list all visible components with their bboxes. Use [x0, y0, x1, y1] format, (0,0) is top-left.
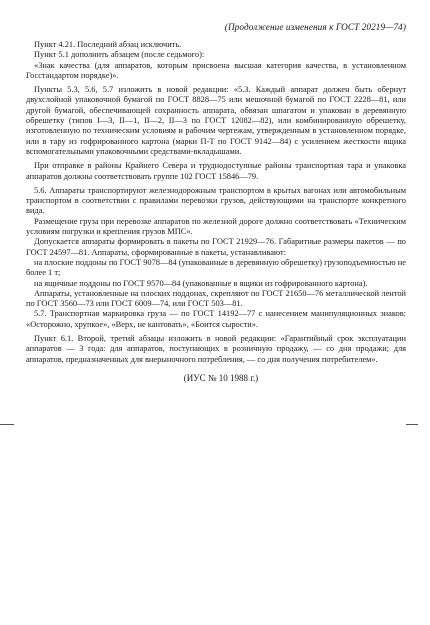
paragraph: При отправке в районы Крайнего Севера и труднодоступные районы транспортная тара и упаковка аппаратов должны соответствовать группе 102 ГОСТ 15846—79.	[26, 161, 406, 181]
paragraph: на ящичные поддоны по ГОСТ 9570—84 (упакованные в ящики из гофрированного картона).	[34, 278, 368, 288]
paragraph: Пункт 4.21. Последний абзац исключить.	[34, 40, 182, 49]
source-stamp: (ИУС № 10 1988 г.)	[183, 372, 259, 383]
running-header: (Продолжение изменения к ГОСТ 20219—74)	[224, 22, 406, 32]
paragraph: 5.7. Транспортная маркировка груза — по ГОСТ 14192—77 с нанесением манипуляционных знаков: «Осторожно, хрупкое», «Верх, не кантовать», «Боится сырости».	[26, 309, 406, 329]
paragraph: Размещение груза при перевозке аппаратов по железной дороге должно соответствовать «Техническим условиям погрузки и крепления грузов МПС».	[26, 216, 406, 237]
paragraph: на плоские поддоны по ГОСТ 9078—84 (упакованные в деревянную обрешетку) грузоподъемностью не более 1 т;	[26, 257, 406, 278]
paragraph: Аппараты, установленные на плоских поддонах, скрепляют по ГОСТ 21650—76 металлической лентой по ГОСТ 3560—73 или ГОСТ 6009—74, или ГОСТ 503—81.	[26, 288, 406, 309]
margin-rule	[0, 424, 14, 425]
paragraph: «Знак качества (для аппаратов, которым присвоена высшая категория качества, в установленном Госстандартом порядке)».	[26, 60, 406, 80]
document-page	[26, 22, 406, 383]
margin-rule	[406, 424, 418, 425]
paragraph: Пункты 5.3, 5.6, 5.7 изложить в новой редакции: «5.3. Каждый аппарат должен быть обернут двухслойной упаковочной бумагой по ГОСТ 8828—75 или мешочной бумагой по ГОСТ 2228—81, или другой бумагой, обеспечивающей сохранность аппарата, обвязан шпагатом и упакован в деревянную обрешетку (типов I—3, II—1, II—2, II—3 по ГОСТ 12082—82), или комбинированную обрешетку, изготовленную по техническим условиям и рабочим чертежам, утвержденным в установленном порядке, или в тару из гофрированного картона (марки П-Т по ГОСТ 9142—84) с усилением жесткости ящика вспомогательными упаковочными средствами-вкладышами.	[26, 85, 406, 156]
paragraph: Пункт 6.1. Второй, третий абзацы изложить в новой редакции: «Гарантийный срок эксплуатации аппаратов — 3 года: для аппаратов, поступающих в розничную продажу, — со дня продажи; для аппаратов, предназначенных для внерыночного потребления, — со дня получения потребителем».	[26, 334, 406, 364]
paragraph: Пункт 5.1 дополнить абзацем (после седьмого):	[34, 50, 205, 60]
paragraph: 5.6. Аппараты транспортируют железнодорожным транспортом в крытых вагонах или автомобильным транспортом в соответствии с правилами перевозки грузов, действующими на транспорте конкретного вида.	[26, 185, 406, 216]
paragraph: Допускается аппараты формировать в пакеты по ГОСТ 21929—76. Габаритные размеры пакетов — по ГОСТ 24597—81. Аппараты, сформированные в пакеты, устанавливают:	[26, 237, 406, 257]
